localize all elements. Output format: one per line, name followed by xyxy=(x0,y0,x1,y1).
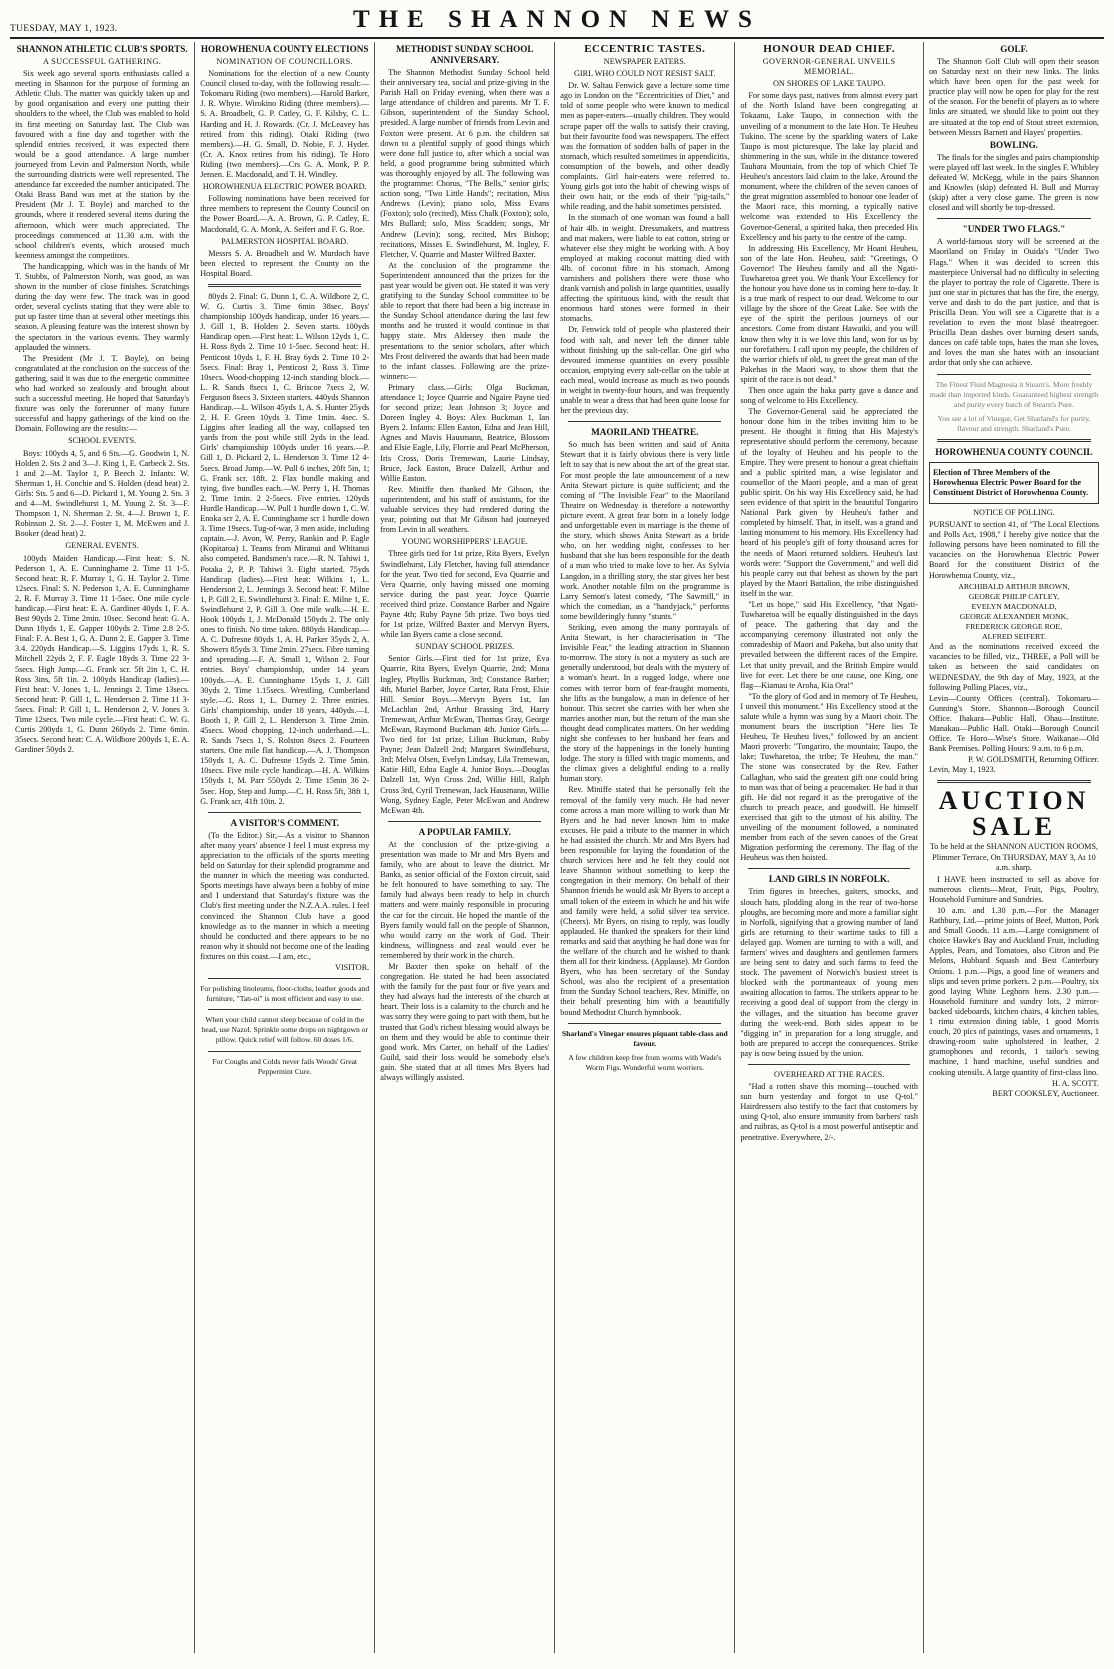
article-paragraph: Messrs S. A. Broadbelt and W. Murdoch have been elected to represent the County on the Hospital Board. xyxy=(200,248,370,278)
issue-date: TUESDAY, MAY 1, 1923. xyxy=(10,24,118,34)
article-paragraph: Then once again the haka party gave a dance and song of welcome to His Excellency. xyxy=(740,386,918,406)
article-paragraph: Following nominations have been received for three members to represent the County Council on the Power Board.—A. A. Brown, G. P. Catley, E. Macdonald, G. A. Monk, A. Seifert and F. G. Roe. xyxy=(200,194,370,234)
article-paragraph: Primary class.—Girls: Olga Buckman, attendance 1; Joyce Quarrie and Ngaire Payne tied for second prize; Jean Johnson 3; Joyce and Doreen Ingley 4. Boys: Alex Buckman 1, Ian Byers 2. Infants: Ellen Easton, Edna and Jean Hill, Agnes and Mavis Hausmann, Beatrice, Blossom and Elsie Eagle, Lily, Florrie and Pearl McPherson, Iris Cross, Doris Tremewan, Laurie Lindsay, Bruce, Jack Easton, Bruce Dalzell, Arthur and Willie Easton. xyxy=(380,382,550,483)
notice-title: Election of Three Members of the Horowhenua Electric Power Board for the Constituent District of Horowhenua County. xyxy=(932,468,1089,497)
headline-eccentric-tastes: ECCENTRIC TASTES. xyxy=(584,43,706,55)
article-paragraph: Rev. Miniffe then thanked Mr Gibson, the superintendent, and his staff of assistants, for the valuable services they had rendered during the year, pointing out that Mr Gibson had journeyed from Levin in all weathers. xyxy=(380,484,550,535)
subheadline: GOVERNOR-GENERAL UNVEILS MEMORIAL. xyxy=(762,57,896,77)
article-paragraph: "To the glory of God and in memory of Te Heuheu, I unveil this monument." His Excellency stood at the salute while a hymn was sung by a Maori choir. The monument bears the inscription "Here lies Te Heuheu, Te Heuheu lives," followed by an ancient Maori proverb: "Tongariro, the mountain; Taupo, the lake; Tuwharetoa, the tribe; Te Heuheu, the man." The stone was consecrated by the Rev. Father Callaghan, who said the greatest gift one could bring to man was that of being a peacemaker. He had it that gift. He did not regard it as the prerogative of the church to preach peace, and goodwill. He himself exercised that gift to the utmost of his ability. The unveiling of the monument followed, a nominated member from each of the seven canoes of the Great Migration performing the ceremony. The flag of the Heuheus was then hoisted. xyxy=(740,691,918,863)
candidate-name: GEORGE ALEXANDER MONK, xyxy=(959,611,1069,621)
article-paragraph: For some days past, natives from almost every part of the North Island have been congregating at Tokaanu, Lake Taupo, in connection with the unveiling of a monument to the late Hon. Te Heuheu Tukino. The scene by the sparkling waters of Lake Taupo is most picturesque. The lake lay placid and shimmering in the sun, while in the distance towered Tauhara Mountain, from the top of which Chief Te Heuheu's ancestors laid claim to the lake. Around the monument, where the children of the seven canoes of the great migration assembled to honour one leader of the Maori race, this morning, a typically native welcome was extended to His Excellency the Governor-General, a spirited haka, then preceded His Excellency and his party to the centre of the camp. xyxy=(740,91,918,242)
divider xyxy=(937,780,1091,783)
section-heading: YOUNG WORSHIPPERS' LEAGUE. xyxy=(401,537,528,547)
advert: The Finest Fluid Magnesia it Stearn's. More freshly made than imported kinds. Guaranteed highest strength and purity every batch of Stearn's Pure. xyxy=(929,379,1098,409)
article-paragraph: So much has been written and said of Anita Stewart that it is fairly obvious there is very little left to say that is new about the art of the great star. For most people the late announcement of a new Anita Stewart picture is quite sufficient; and the coming of "The Invisible Fear" to the Maoriland Theatre on Wednesday is therefore a noteworthy picture event. A great fear born in a lonely lodge and unforgettable even in marriage is the theme of the story, which shows Anita Stewart as a bride who, on her wedding night, confesses to her husband that she has been responsible for the death of a man who tried to make love to her. As Sylvia Langdon, in a thrilling story, the star gives her best work. Another notable film on the programme is Larry Semon's latest comedy, "The Sawmill," in which the comedian, as a "handyjack," performs some bewilderingly funny "stunts." xyxy=(560,440,730,621)
column-5 xyxy=(735,42,924,1653)
candidate-name: FREDERICK GEORGE ROE, xyxy=(965,622,1063,632)
article-paragraph: The finals for the singles and pairs championship were played off last week. In the singles F. Whibley defeated W. McKegg, while in the pairs Shannon and Knowles (skip) defeated H. Bull and Murray (skip) after a very close game. The green is now closed and will shortly be top-dressed. xyxy=(928,152,1099,213)
masthead xyxy=(10,8,1104,39)
divider xyxy=(208,284,361,287)
headline-honour-dead-chief: HONOUR DEAD CHIEF. xyxy=(763,43,895,55)
headline-land-girls: LAND GIRLS IN NORFOLK. xyxy=(768,874,890,885)
article-paragraph: The President (Mr J. T. Boyle), on being congratulated at the conclusion on the success of the gathering, said it was due to the energetic committee who had worked so zealously and brought about such a successful meeting. He hoped that Saturday's fixture was only the forerunner of many future successful and happy gatherings of the kind on the Domain. Following are the results:— xyxy=(15,353,190,434)
headline-county-council: HOROWHENUA COUNTY COUNCIL xyxy=(935,447,1093,457)
divider xyxy=(748,868,910,869)
column-2 xyxy=(195,42,375,1653)
candidate-name: GEORGE PHILIP CATLEY, xyxy=(968,591,1060,601)
notice-place-date: Levin, May 1, 1923. xyxy=(928,765,996,775)
auctioneer-name: BERT COOKSLEY, Auctioneer. xyxy=(992,1088,1099,1098)
headline-under-two-flags: "UNDER TWO FLAGS." xyxy=(962,224,1066,235)
advert: Sharland's Vinegar ensures piquant table-class and favour. xyxy=(561,1028,728,1048)
column-6 xyxy=(924,42,1104,1653)
results-paragraph: 80yds 2. Final: G. Dunn 1, C. A. Wildbore 2, C. W. G. Curtis 3. Time 6min 38sec. Boys' championship 100yds handicap, under 16 years.—J. Gill 1, B. Holden 2. Seven starts. 100yds Handicap open.—First heat: L. Wilson 12yds 1, C. H. Ross 8yds 2. Time 10 1-5sec. Second heat: H. Penticost 10yds 1, F. H. Bray 6yds 2. Time 10 2-5secs. Final: Bray 1, Penticost 2, Ross 3. Time 10secs. Wood-chopping 12-inch standing block.—L. R. Sands 8secs 1, C. Briscoe 7secs 2, W. Ferguson 8secs 3. Sixteen starters. 440yds Shannon Handicap.—L. Wilson 45yds 1, A. S. Hunter 25yds 2, H. F. Green 10yds 3. Time 1min. 4sec. S. Liggins after leading all the way, collapsed ten yards from the post while still 2yds in the lead. Girls' championship 100yds under 16 years.—P. Gill 1, D. Pickard 2, L. Henderson 3. Time 12 4-5secs. Broad Jump.—W. Pull 6 inches, 20ft 5in, 1; G. Frank scr. 18ft. 2. Flax bundle making and tying, five bundles each.—W. Perry 1, H. Thomas 2. Time 1min. 2 2-5secs. Five entries. 120yds Hurdle Handicap.—W. Pull 1 hurdle down 1, C. W. Enoka scr 2, A. E. Cunninghame scr 1 hurdle down 3. Time 19secs. Tug-of-war, 3 men aside, including captain.—J. Avon, W. Perry, Rankin and P. Eagle (Kopitaroa) 1. Teams from Miranui and Whitanui also competed. Bandsmen's race.—R. N. Tahiwi 1, Potaka 2, P. P. Tahiwi 3. Eight started. 75yds Handicap (ladies).—First heat: Wilkins 1, L. Henderson 2, L. Jennings 3. Second heat: F. Milne 1, P. Gill 2, E. Swindlehurst 3. Final: E. Milne 1, E. Swindlehurst 2, P. Gill 3. One mile walk.—H. E. Hook 100yds 1, J. McDonald 150yds 2. The only ones to finish. No time taken. 880yds Handicap.—A. C. Dufresne 80yds 1, A. H. Parker 35yds 2, A. Showers 85yds 3. Time 2min. 27secs. Fibre turning and spreading.—F. A. Small 1, Wilson 2. Four entries. Boys' championship, under 14 years 100yds.—A. E. Cunninghame 15yds 1, J. Gill 30yds 2. Time 1.15secs. Wrestling, Cumberland style.—G. Ross 1, L. Durney 2. Three entries. Girls' championship, under 18 years, 440yds.—I. Booth 1, P. Gill 2, L. Henderson 3. Time 2min. 45secs. Wood chopping, 12-inch underhand.—L. R. Sands 7secs 1, S. Rolston 8secs 2. Fourteen starters. One mile flat handicap.—A. J. Thompson 150yds 1, A. C. Dufresne 15yds 2. Time 5min. 10secs. Five mile cycle handicap.—H. A. Wilkins 150yds 1, M. Parr 550yds 2. Time 15min 36 2-5sec. Hop, Step and Jump.—C. H. Ross 5ft, 38ft 1, G. Frank scr, 41ft 10in. 2. xyxy=(200,291,370,806)
section-heading: SCHOOL EVENTS. xyxy=(68,436,137,446)
subheadline: NEWSPAPER EATERS. xyxy=(603,57,686,66)
article-columns xyxy=(10,42,1104,1653)
subheadline: NOMINATION OF COUNCILLORS. xyxy=(216,57,354,66)
candidate-name: ARCHIBALD ARTHUR BROWN, xyxy=(958,581,1070,591)
sale-heading: SALE xyxy=(972,812,1056,842)
notice-paragraph: PURSUANT to section 41, of "The Local Elections and Polls Act, 1908," I hereby give notice that the following persons have been nominated to fill the vacancies on the Horowhenua Electric Power Board for the constituent District of the Horowhenua County, viz., xyxy=(928,520,1099,580)
article-paragraph: The Shannon Methodist Sunday School held their anniversary tea, social and prize-giving in the Parish Hall on Friday evening, when there was a large attendance of children and parents. Mr T. F. Gibson, superintendent of the Sunday School, presided. A large number of friends from Levin and Foxton were present. At 6 p.m. the children sat down to a plentiful supply of good things which were done full justice to, after which a social was held, a good programme being submitted which was thoroughly enjoyed by all. The following was the programme: Chorus, "The Bells," senior girls; action song, "Two Little Hands"; recitation, Miss Andrews (Levin); piano solo, Miss Evans (Foxton); solo (recited), Miss Chalk (Foxton); solo, Mrs Bullard; solo, Miss Scadden; songs, Mr Andrew (Levin); song, recited, Mrs Bishop; recitations, Misses E. Swindlehurst, M. Ingley, F. Fletcher, V. Quarrie and Master Wilfred Baxter. xyxy=(380,68,550,259)
section-heading: GENERAL EVENTS. xyxy=(65,541,139,551)
headline-county-elections: HOROWHENUA COUNTY ELECTIONS xyxy=(200,44,369,54)
auctioneer-name: H. A. SCOTT. xyxy=(1052,1078,1099,1088)
article-paragraph: Three girls tied for 1st prize, Rita Byers, Evelyn Swindlehurst, Lily Fletcher, having full attendance for the year. Two tied for second, Eva Quarrie and Vera Quarrie, only having missed one morning service during the past year. Joyce Quarrie received third prize. Constance Barber and Ngaire Payne 4th; Ruby Payne 5th prize. Two boys tied for 1st prize, Wilfred Baxter and Mervyn Byers, while Ian Byers came a close second. xyxy=(380,549,550,640)
candidate-name: ALFRED SEIFERT. xyxy=(981,632,1046,642)
article-paragraph: The handicapping, which was in the hands of Mr T. Stubbs, of Palmerston North, was good, as was shown in the number of close finishes. Scratchings during the day were few. The track was in good order, several cyclists stating that they were able to put up faster time than at several other meetings this season. A pleasing feature was the interest shown by the spectators in the various events. They warmly applauded the winners. xyxy=(15,261,190,352)
newspaper-title: THE SHANNON NEWS xyxy=(353,6,761,33)
divider xyxy=(568,1023,721,1024)
article-paragraph: "Had a rotten shave this morning—touched with sun burn yesterday and forgot to use Q-tol." Hairdressers also testify to the fact that customers by using Q-tol, also ensure immunity from barbers' rash and ruibras, as Q-tol is a most powerful antiseptic and penetrative. Everywhere, 2/-. xyxy=(740,1082,918,1142)
advert: You see a lot of Vinegar, Get Sharland's for purity, flavour and strength. Sharland's Pure. xyxy=(937,413,1091,433)
returning-officer: P. W. GOLDSMITH, Returning Officer. xyxy=(968,755,1099,765)
divider xyxy=(937,374,1091,375)
article-paragraph: Dr. W. Saltau Fenwick gave a lecture some time ago in London on the "Eccentricities of Diet," and told of some people who were known to medical men as paper-eaters—usually children. They would scrape paper off the walls to satisfy their craving, but their favourite food was newspapers. The effect was the formation of sodden balls of paper in the stomach, which resulted sometimes in appendicitis, consumption of the bowels, and other deadly complaints. Girl hair-eaters were referred to. Young girls got into the habit of chewing wisps of their own hair, or the ends of their "pig-tails," while reading, and the habit sometimes persisted. xyxy=(560,81,730,212)
article-paragraph: In addressing His Excellency, Mr Hoani Heuheu, son of the late Hon. Heuheu, said: "Greetings, O Governor! The Heuheu family and all the Ngati-Tuwharetoa greet you. We thank Your Excellency for the honour you have done us in coming here to-day. It is a true mark of respect to our dead. Welcome to our village by the shore of the Great Lake. See with the eye of the spirit the perilous journeys of our ancestors. Come from distant Hawaiki, and you will know then why it is we love this land, won for us by our forefathers. I call upon my people, the children of the warrior chiefs of old, to greet the great man of the Pakehas in the Maori way, to show them that the spirit of the race is not dead." xyxy=(740,243,918,384)
sale-paragraph: I HAVE been instructed to sell as above for numerous clients—Meat, Fruit, Pigs, Poultry, Household Furniture and Sundries. xyxy=(928,874,1099,904)
letter-paragraph: (To the Editor.) Sir,—As a visitor to Shannon after many years' absence I feel I must express my appreciation to the officials of the sports meeting held on Saturday for their splendid programme and the manner in which the meeting was conducted. Sports meetings have always been a hobby of mine and I understand that Saturday's fixture was the Club's first meeting under the N.Z.A.A. rules. I feel convinced the Shannon Club have a good knowledge as to the manner in which a meeting should be conducted and there appears to be no reason why it should not become one of the leading fixtures on this coast.—I am, etc., xyxy=(200,830,370,961)
advert: For polishing linoleums, floor-cloths, leather goods and furniture, "Tan-oi" is most efficient and easy to use. xyxy=(200,984,370,1004)
article-paragraph: "Let us hope," said His Excellency, "that Ngati-Tuwharetoa will be equally distinguished in the days of peace. The gathering that day and the accompanying ceremony illustrated not only the comradeship of Maori and Pakeha, but also unity that prevailed between the different races of the Empire. Let that unity prevail, and the British Empire would live for ever. Let there be one cause, one King, one flag—Kiamau te Aroha, Kia Ora!" xyxy=(740,599,918,690)
article-paragraph: The Shannon Golf Club will open their season on Saturday next on their new links. The links which have been open for the past week for practice play will now be open for play for the rest of the season. For the benefit of players as to where links are situated, we should like to point out they are situated at the top end of Stout street extension, between Messrs Barnett and Hayes' properties. xyxy=(928,57,1099,137)
column-3 xyxy=(375,42,555,1653)
article-paragraph: A world-famous story will be screened at the Maoriland on Friday in Ouida's "Under Two Flags." When it was decided to screen this masterpiece Universal had no difficulty in selecting the player to portray the role of Cigarette. There is just one star in pictures that has the fire, the energy, verve and dash to do the part justice, and that is Priscilla Dean. You will see a Cigarette that is a revelation to even the most blasé theatregoer. Priscilla Dean dashes over burning desert sands, dances on café table tops, hates the man she loves, and loves the man she hates with an insouciant ardor that only she can achieve. xyxy=(928,237,1099,368)
section-heading: HOROWHENUA ELECTRIC POWER BOARD. xyxy=(202,182,367,192)
section-heading: PALMERSTON HOSPITAL BOARD. xyxy=(221,236,349,246)
article-paragraph: The Governor-General said he appreciated the honour done him in the tribes inviting him to be present. He thought it fitting that His Majesty's representative should perform the ceremony, because of the loyalty of Heuheu and his people to the Empire. They were present to honour a great chieftain and a public spirited man, a wise legislator and counsellor of the Maori people, and a man of great public spirit. On his way His Excellency said, he had seen evidence of that spirit in the beautiful Tongariro National Park given by Heuheu's father and completed by himself. That, in itself, was a grand and lasting monument to his memory. His Excellency had heard of his people's gift of forty thousand acres for the needs of Maori returned soldiers. Heuheu's last words were: "Support the Government," and well did his people carry out that behest as shown by the part played by the Maori Battalion, the tribe distinguished itself in the war. xyxy=(740,407,918,598)
article-paragraph: At the conclusion of the programme the Superintendent announced that the prizes for the past year would be given out. He stated it was very gratifying to the Sunday School committee to be able to report that there had been a big increase in the Sunday School attendance during the last few months and he trusted it would continue in that happy state. Mrs Aldersey then made the presentations to the senior scholars, after which Mrs Frost delivered the awards that had been made to the infant classes. Following are the prize-winners:— xyxy=(380,260,550,381)
divider xyxy=(208,812,361,813)
divider xyxy=(388,821,541,822)
headline-visitors-comment: A VISITOR'S COMMENT. xyxy=(230,817,339,828)
article-paragraph: Six week ago several sports enthusiasts called a meeting in Shannon for the purpose of forming an Athletic Club. The matter was quickly taken up and by good organisation and every one putting their shoulders to the wheel, the Club was enabled to hold its first meeting on Saturday last. The Club was favoured with a fine day and together with the splendid entries received, it was expected there would be a good attendance. A large number journeyed from Levin and Palmerston North, while the surrounding districts were well represented. The attendance far exceeded the number anticipated. The Otaki Brass Band was met at the station by the President (Mr J. T. Boyle) and marched to the grounds, where it rendered several items during the afternoon, which were much appreciated. The proceedings commenced at 11.30 a.m. with the school children's events, which aroused much keenness amongst the competitors. xyxy=(15,69,190,260)
sale-details: To be held at the SHANNON AUCTION ROOMS, Plimmer Terrace, On THURSDAY, MAY 3, At 10 a.m. sharp. xyxy=(929,842,1099,872)
advert: For Coughs and Colds never fails Woods' Great Peppermint Cure. xyxy=(212,1056,358,1076)
advert: A few children keep free from worms with Wade's Worm Figs. Wonderful worm worriers. xyxy=(568,1052,722,1072)
article-paragraph: Mr Baxter then spoke on behalf of the congregation. He stated he had been associated with the family for the past four or five years and they had always had the interests of the church at heart. Their loss is a calamity to the church and he was sorry they were going to part with them, but he trusted that God's richest blessing would always be on them and they would be able to continue their good work. Mrs Carter, on behalf of the Ladies' Guild, said their loss would be somebody else's gain. She stated that at all times Mrs Byers had always willingly assisted. xyxy=(380,961,550,1082)
headline-popular-family: A POPULAR FAMILY. xyxy=(418,826,511,837)
subheadline: ON SHORES OF LAKE TAUPO. xyxy=(773,79,886,89)
headline-bowling: BOWLING. xyxy=(989,139,1039,150)
auction-heading: AUCTION xyxy=(938,786,1090,816)
advert: When your child cannot sleep because of cold in the head, use Nazol. Sprinkle some drops on nightgown or pillow. Quick relief will follow. 60 doses 1/6. xyxy=(201,1015,369,1045)
candidate-name: EVELYN MACDONALD, xyxy=(971,601,1057,611)
letter-signature: VISITOR. xyxy=(335,962,370,972)
divider xyxy=(748,1064,910,1065)
article-paragraph: In the stomach of one woman was found a ball of hair 4lb. in weight. Dressmakers, and mattress and mat makers, were liable to eat cotton, string or whatever else they might be working with. A boy employed at making coconut matting died with 4lb. of coconut fibre in his stomach. Among varnishers and polishers there were those who drank varnish and polish in large quantities, usually affecting the spirituous kind, with the result that enormous hard stones were formed in their stomachs. xyxy=(560,213,730,324)
notice-paragraph: And as the nominations received exceed the vacancies to be filled, viz., THREE, a Poll will be taken as between the said candidates on WEDNESDAY, the 9th day of May, 1923, at the following Polling Places, viz., xyxy=(928,642,1099,692)
section-heading: NOTICE OF POLLING. xyxy=(973,508,1055,517)
headline-maoriland-theatre: MAORILAND THEATRE. xyxy=(591,427,699,438)
section-heading: SUNDAY SCHOOL PRIZES. xyxy=(415,642,515,652)
article-paragraph: At the conclusion of the prize-giving a presentation was made to Mr and Mrs Byers and family, who are about to leave the district. Mr Banks, as senior official of the Foxton circuit, said he felt honoured to have something to say. The family had always been ready to help in church matters and were mainly responsible in procuring the car for the circuit. He hoped the mantle of the Byers family would fall on the people of Shannon, who would carry on the work of God. Their kindness, willingness and zeal would ever be remembered by their work in the church. xyxy=(380,839,550,960)
divider xyxy=(937,439,1091,442)
results-paragraph: Boys: 100yds 4, 5, and 6 Sts.—G. Goodwin 1, N. Holden 2. Sts 2 and 3—J. King 1, E. Carbeck 2. Sts. 1 and 2—M. Taylor 1, P. Beech 2. Infants: W. Sherman 1, H. Conchie and S. Holden (dead heat) 2. Girls: Sts. 5 and 6—D. Pickard 1, M. Young 2. Sts. 3 and 4—M. Swindlehurst 1, M. Young 2. St. 3—F. Thompson 1, N. Sherman 2. St. 4—J. Brown 1, F. Robinson 2. St. 2—J. Foster 1, M. McEwen and J. Booker (dead heat) 2. xyxy=(15,448,190,539)
notice-box xyxy=(929,462,1099,504)
column-4 xyxy=(555,42,735,1653)
section-heading: OVERHEARD AT THE RACES. xyxy=(774,1070,885,1079)
polling-places: Levin—County Offices (central). Tokomaru—Gunning's Store. Shannon—Borough Council Office. Ihakara—Public Hall. Ohau—Institute. Manakau—Public Hall. Otaki—Borough Council Office. Te Horo—Wise's Store. Waikanae—Old Bank Premises. Polling Hours: 9 a.m. to 6 p.m. xyxy=(928,693,1099,754)
newspaper-page xyxy=(10,8,1104,1653)
sale-paragraph: 10 a.m. and 1.30 p.m.—For the Manager Rathbury, Ltd.—prime joints of Beef, Mutton, Pork and Small Goods. 11 a.m.—Large consignment of choice Hawke's Bay and Auckland Fruit, including Apples, Pears, and Tomatoes, also Citron and Pie Melons, Hubbard Squash and Best Canterbury Onions. 1 p.m.—Pigs, a good line of weaners and slips and seven prime porkers. 2 p.m.—Poultry, six good laying White Leghorn hens. 2.30 p.m.—Household furniture and sundry lots, 2 mirror-backed sideboards, kitchen chairs, 4 kitchen tables, 1 rimu extension dining table, 1 good Morris couch, 20 pics of paintings, vases and ornaments, 1 drawing-room suite upholstered in leather, 2 gramophones and records, 1 tailor's sewing machine, 1 hand machine, useful sundries and cooking utensils. A large quantity of first-class lino. xyxy=(928,906,1099,1077)
divider xyxy=(937,218,1091,219)
article-paragraph: Striking, even among the many portrayals of Anita Stewart, is her characterisation in "The Invisible Fear," the leading attraction in Shannon to-morrow. The story is not a mystery as such are generally understood, but deals with the mystery of a woman's heart. In a rugged lodge, where one comes with terror born of fear-fraught moments, she lifts as the bungalow, a man in defence of her honour. This secret she carries with her when she marries another man, but the return of the man she thought dead complicates matters. On her wedding night she confesses to her husband her fears and the story of the happenings in the lonely hunting lodge. The story is filled with tragic moments, and the climax gives a delightful ending to a really human story. xyxy=(560,622,730,784)
article-paragraph: Trim figures in breeches, gaiters, smocks, and slouch hats, plodding along in the rear of two-horse ploughs, are becoming more and more a familiar sight in Norfolk, signifying that a growing number of land girls are returning to their wartime tasks to fill a delayed gap. Women are turning to with a will, and farmers' wives and daughters and gentlemen farmers are being sent to dairy and such farms to feed the stock. The pavement of Norwich's busiest street is blocked with the portmanteaux of young men awaiting allocation to farms. The strikers appear to be receiving a good deal of support from the clergy in the villages, and the situation has become graver during the week-end. Both sides appear to be "digging in" in preparation for a long struggle, and both are prepared to accept the consequences. Strike pay is now being issued by the union. xyxy=(740,887,918,1058)
headline-golf: GOLF. xyxy=(1000,44,1028,54)
polling-notice xyxy=(929,508,1099,775)
divider xyxy=(568,421,721,422)
headline-methodist-sunday-school: METHODIST SUNDAY SCHOOL ANNIVERSARY. xyxy=(396,44,534,65)
article-paragraph: Dr. Fenwick told of people who plastered their food with salt, and never left the dinner table without finishing up the salt-cellar. One girl who devoured immense quantities on every possible occasion, emptying every salt-cellar on the table at each meal, would increase as much as two pounds in weight in twenty-four hours, and was frequently unable to wear a dress that had been quite loose for her the previous day. xyxy=(560,325,730,416)
results-paragraph: 100yds Maiden Handicap.—First heat: S. N. Pederson 1, A. E. Cunninghame 2. Time 11 1-5. Second heat: R. F. Murray 1, G. H. Taylor 2. Time 12secs. Final: S. N. Pederson 1, A. E. Cunninghame 2, R. F. Murray 3. Time 11 1-5sec. One mile cycle handicap.—First heat: E. A. Gardiner 40yds 1, F. A. Best 90yds 2. Time 2min. 10sec. Second heat: G. A. Dunn 10yds 1, E. Gapper 100yds 2. Time 2.8 2-5. Final: F. A. Best 1, G. A. Dunn 2, E. Gapper 3. Time 3.4. 220yds Handicap.—S. Liggins 17yds 1, R. S. Mitchell 22yds 2, F. F. Eagle 18yds 3. Time 22 3-5secs. High Jump.—G. Frank scr. 5ft 2in 1, C. H. Ross 3ins, 5ft 1in. 2. 100yds Handicap (ladies).—First heat: V. Jones 1, L. Jennings 2. Time 13secs. Second heat: P. Gill 1, L. Henderson 2. Time 11 3-5secs. Final: P. Gill 1, L. Henderson 2, V. Jones 3. Time 12secs. Two mile cycle.—First heat: C. W. G. Curtis 200yds 1, G. Dunn 260yds 2. Time 6min. 35secs. Second heat: C. A. Wildbore 200yds 1, E. A. Gardiner 50yds 2. xyxy=(15,553,190,755)
subheadline: A SUCCESSFUL GATHERING. xyxy=(42,57,162,66)
divider xyxy=(208,978,361,979)
headline-athletic-club: SHANNON ATHLETIC CLUB'S SPORTS. xyxy=(16,44,188,54)
divider xyxy=(208,1009,361,1010)
column-1 xyxy=(10,42,195,1653)
subheadline: GIRL WHO COULD NOT RESIST SALT. xyxy=(573,69,716,79)
article-paragraph: Nominations for the election of a new County Council closed to-day, with the following result:— Tokomaru Riding (two members).—Harold Barker, J. R. Whyte. Wirokino Riding (three members).—S. A. Broadbelt, G. P. Catley, G. F. Kilsby, C. L. Harding and H. J. Rowards. (Cr. J. McLeavey has retired from this riding). Otaki Riding (two members).—H. G. Small, D. Nobie, F. J. Hyder. (Cr. A. Knox retires from his riding). Te Horo Riding (two members).—Crs G. A. Monk, P. P. Jensen. E. Macdonald, and T. H. Windley. xyxy=(200,69,370,180)
article-paragraph: Senior Girls.—First tied for 1st prize, Eva Quarrie, Rita Byers, Evelyn Quarrie, 2nd; Mona Ingley, Phyllis Buckman, 3rd; Constance Barber; 4th, Muriel Barber, Joyce Carter, Rata Frost, Elsie Hill. Senior Boys.—Mervyn Byers 1st, Ian McLachlan 2nd, Arthur Brassing 3rd, Harry Tremewan, Arthur McEwan, Thomas Gray, George McEwan, Raymond Buckman 4th. Junior Girls.—Two tied for 1st prize, Lilian Buckman, Ruby Payne; Jean Dalzell 2nd; Margaret Swindlehurst, 3rd; Melva Olsen, Evelyn Lindsay, Lila Tremewan, Katie Hill, Edna Eagle 4. Junior Boys.—Douglas Dalzell 1st, Wyn Cross 2nd, Willie Hill, Ralph Cross 3rd, Cyril Tremewan, Jack Hausmann, Willie Wong, Sydney Eagle, Peter McEwan and Andrew McEwan 4th. xyxy=(380,654,550,815)
article-paragraph: Rev. Miniffe stated that he personally felt the removal of the family very much. He had never come across a man more willing to work than Mr Byers and he had never known him to make excuses. He paid a tribute to the manner in which he had assisted the church. Mr and Mrs Byers had been responsible for laying the foundation of the church services here and he felt they could not leave Shannon without something to keep the congregation in their memory. On behalf of their Shannon friends he would ask Mr Byers to accept a small token of the esteem in which he and his wife and family were held, a solid silver tea service. (Cheers). Mr Byers, on rising to reply, was loudly applauded. He thanked the speakers for their kind remarks and said that anything he had done was for the welfare of the church and he wished to thank them all for their kindness. (Applause). Mr Gordon Byers, who has been secretary of the Sunday School, was also the recipient of a presentation from the Sunday School teachers, Rev. Miniffe, on their behalf presenting him with a beautifully bound Methodist Church hymnbook. xyxy=(560,785,730,1017)
divider xyxy=(208,1051,361,1052)
